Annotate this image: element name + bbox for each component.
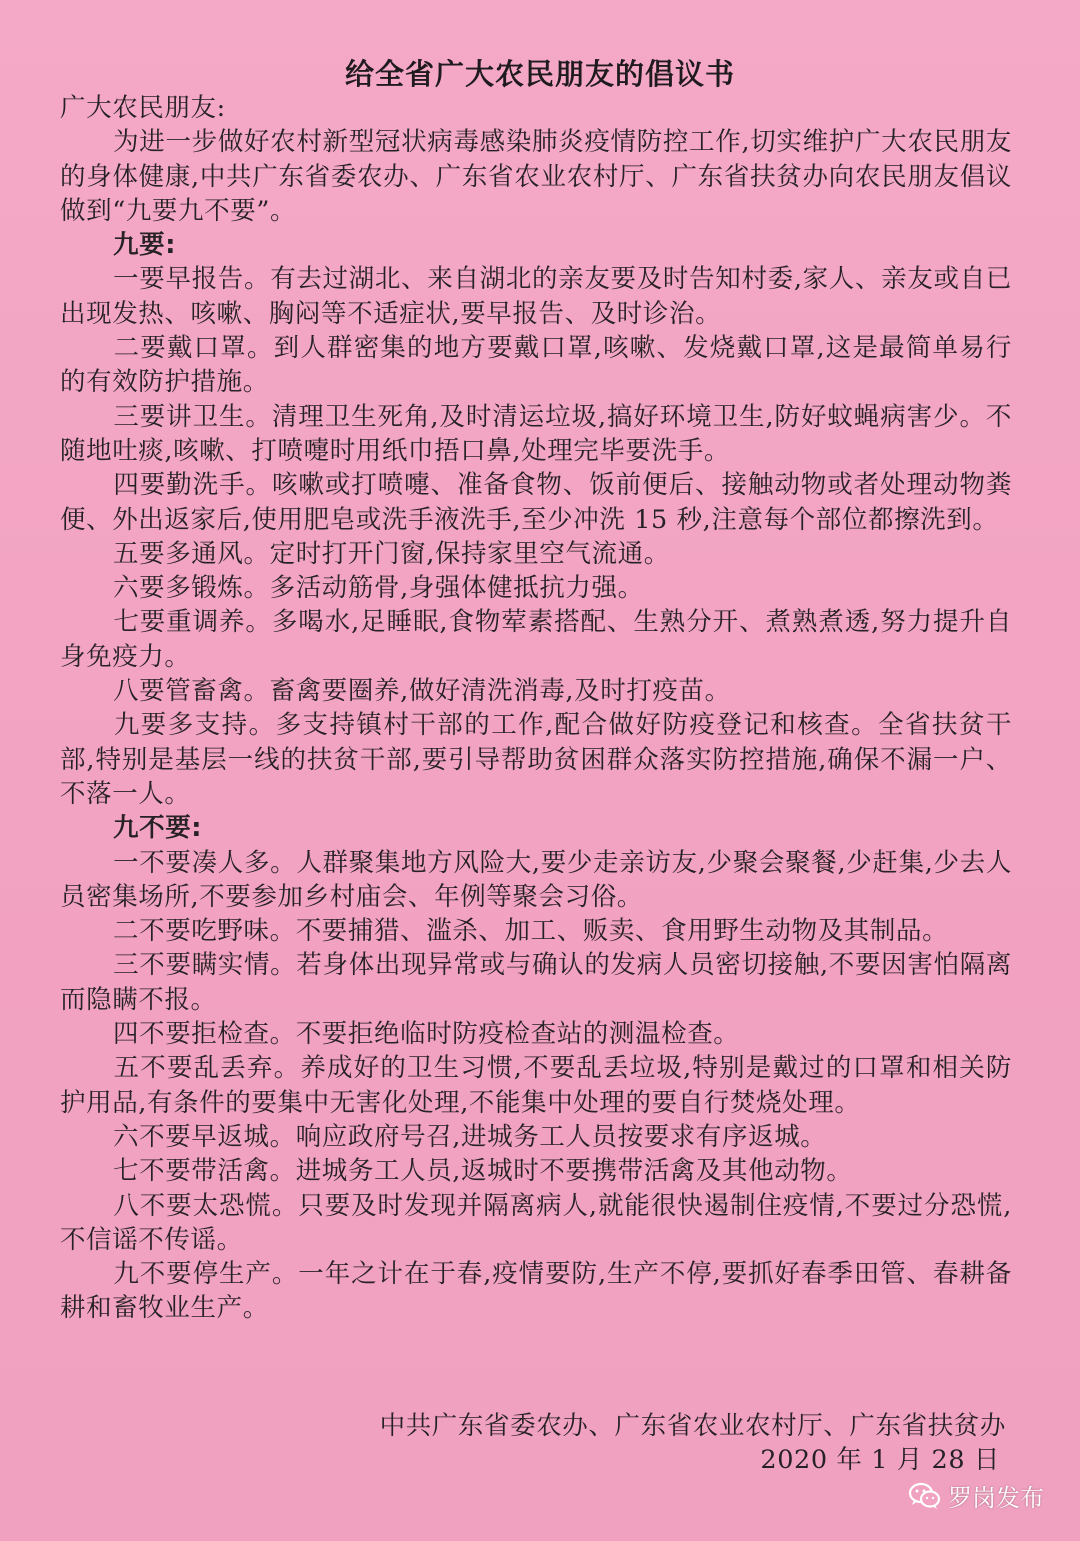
donts-item-lead: 九不要停生产。 bbox=[113, 1259, 299, 1290]
dos-item bbox=[60, 571, 1012, 605]
donts-item bbox=[60, 1257, 1012, 1326]
dos-item-lead: 九要多支持。 bbox=[113, 710, 276, 741]
donts-item bbox=[60, 1189, 1012, 1258]
donts-item-text: 响应政府号召,进城务工人员按要求有序返城。 bbox=[295, 1121, 827, 1152]
donts-item-lead: 二不要吃野味。 bbox=[113, 916, 296, 947]
dos-item-lead: 一要早报告。 bbox=[113, 264, 271, 295]
dos-item-lead: 三要讲卫生。 bbox=[113, 401, 272, 432]
dos-item bbox=[60, 708, 1012, 811]
dos-item bbox=[60, 262, 1012, 331]
dos-item bbox=[60, 605, 1012, 674]
document-title: 给全省广大农民朋友的倡议书 bbox=[344, 57, 735, 91]
dos-item-text: 多活动筋骨,身强体健抵抗力强。 bbox=[269, 573, 644, 604]
donts-item-text: 若身体出现异常或与确认的发病人员密切接触,不要因害怕隔离而隐瞒不报。 bbox=[60, 950, 1012, 1015]
donts-item bbox=[60, 948, 1012, 1017]
donts-item-text: 人群聚集地方风险大,要少走亲访友,少聚会聚餐,少赶集,少去人员密集场所,不要参加乡村庙会、年例等聚会习俗。 bbox=[60, 847, 1012, 912]
dos-item-text: 到人群密集的地方要戴口罩,咳嗽、发烧戴口罩,这是最简单易行的有效防护措施。 bbox=[60, 333, 1012, 398]
donts-heading-row bbox=[60, 811, 1012, 845]
donts-item-lead: 三不要瞒实情。 bbox=[113, 950, 297, 981]
dos-item-lead: 四要勤洗手。 bbox=[113, 470, 272, 501]
salutation: 广大农民朋友: bbox=[60, 93, 226, 123]
dos-item-lead: 八要管畜禽。 bbox=[113, 676, 270, 707]
dos-item-text: 畜禽要圈养,做好清洗消毒,及时打疫苗。 bbox=[269, 676, 731, 707]
dos-item-lead: 二要戴口罩。 bbox=[113, 333, 274, 364]
donts-item-text: 只要及时发现并隔离病人,就能很快遏制住疫情,不要过分恐慌,不信谣不传谣。 bbox=[60, 1190, 1013, 1255]
donts-item bbox=[60, 1154, 1012, 1188]
signature: 中共广东省委农办、广东省农业农村厅、广东省扶贫办 bbox=[379, 1411, 1006, 1441]
dos-item-lead: 五要多通风。 bbox=[113, 538, 270, 569]
dos-item-text: 有去过湖北、来自湖北的亲友要及时告知村委,家人、亲友或自已出现发热、咳嗽、胸闷等不适症状,要早报告、及时诊治。 bbox=[60, 264, 1012, 329]
donts-item bbox=[60, 1120, 1012, 1154]
donts-item-lead: 四不要拒检查。 bbox=[113, 1019, 296, 1050]
dos-item-text: 多喝水,足睡眠,食物荤素搭配、生熟分开、煮熟煮透,努力提升自身免疫力。 bbox=[60, 607, 1012, 672]
donts-item-lead: 八不要太恐慌。 bbox=[113, 1190, 299, 1221]
dos-item-lead: 七要重调养。 bbox=[113, 607, 272, 638]
donts-item-lead: 一不要凑人多。 bbox=[113, 847, 297, 878]
intro-text: 为进一步做好农村新型冠状病毒感染肺炎疫情防控工作,切实维护广大农民朋友的身体健康,中共广东省委农办、广东省农业农村厅、广东省扶贫办向农民朋友倡议做到“九要九不要”。 bbox=[60, 127, 1012, 226]
dos-item-text: 多支持镇村干部的工作,配合做好防疫登记和核查。全省扶贫干部,特别是基层一线的扶贫干部,要引导帮助贫困群众落实防控措施,确保不漏一户、不落一人。 bbox=[60, 710, 1012, 809]
document-body bbox=[60, 91, 1012, 1326]
dos-item bbox=[60, 468, 1012, 537]
dos-item bbox=[60, 400, 1012, 469]
donts-heading: 九不要: bbox=[113, 813, 203, 844]
donts-item-text: 一年之计在于春,疫情要防,生产不停,要抓好春季田管、春耕备耕和畜牧业生产。 bbox=[60, 1259, 1013, 1324]
donts-item-lead: 六不要早返城。 bbox=[113, 1121, 296, 1152]
dos-item bbox=[60, 674, 1012, 708]
wechat-icon bbox=[908, 1481, 942, 1511]
donts-item-text: 不要捕猎、滥杀、加工、贩卖、食用野生动物及其制品。 bbox=[295, 916, 949, 947]
dos-item bbox=[60, 537, 1012, 571]
donts-item-text: 不要拒绝临时防疫检查站的测温检查。 bbox=[295, 1019, 740, 1050]
dos-item-lead: 六要多锻炼。 bbox=[113, 573, 270, 604]
intro-paragraph bbox=[60, 125, 1012, 228]
donts-item-text: 养成好的卫生习惯,不要乱丢垃圾,特别是戴过的口罩和相关防护用品,有条件的要集中无害化处理,不能集中处理的要自行焚烧处理。 bbox=[60, 1053, 1013, 1118]
dos-item-text: 定时打开门窗,保持家里空气流通。 bbox=[269, 538, 670, 569]
dos-item bbox=[60, 331, 1012, 400]
dos-list bbox=[60, 262, 1012, 811]
donts-item-lead: 七不要带活禽。 bbox=[113, 1156, 296, 1187]
dos-item-text: 咳嗽或打喷嚏、准备食物、饭前便后、接触动物或者处理动物粪便、外出返家后,使用肥皂或洗手液洗手,至少冲洗 15 秒,注意每个部位都擦洗到。 bbox=[60, 470, 1012, 535]
watermark-text: 罗岗发布 bbox=[948, 1484, 1044, 1512]
date: 2020 年 1 月 28 日 bbox=[760, 1445, 1000, 1475]
donts-item bbox=[60, 1017, 1012, 1051]
donts-list bbox=[60, 846, 1012, 1326]
donts-item bbox=[60, 1051, 1012, 1120]
dos-item-text: 清理卫生死角,及时清运垃圾,搞好环境卫生,防好蚊蝇病害少。不随地吐痰,咳嗽、打喷嚏时用纸巾捂口鼻,处理完毕要洗手。 bbox=[60, 401, 1012, 466]
donts-item bbox=[60, 914, 1012, 948]
dos-heading: 九要: bbox=[113, 230, 176, 261]
donts-item bbox=[60, 846, 1012, 915]
watermark bbox=[908, 1478, 1044, 1513]
donts-item-lead: 五不要乱丢弃。 bbox=[113, 1053, 301, 1084]
donts-item-text: 进城务工人员,返城时不要携带活禽及其他动物。 bbox=[295, 1156, 853, 1187]
dos-heading-row bbox=[60, 228, 1012, 262]
